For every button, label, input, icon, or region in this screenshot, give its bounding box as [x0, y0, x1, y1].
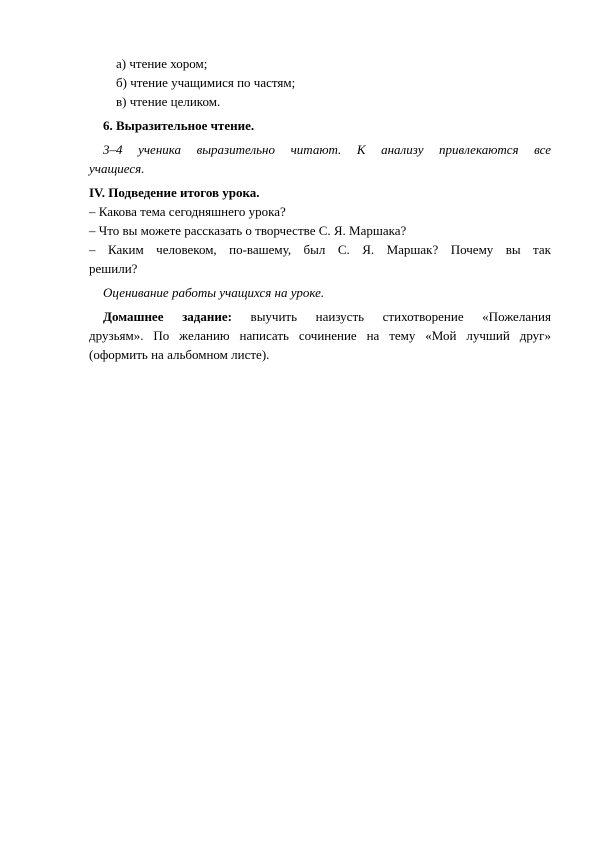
section-6-note-line-2: учащиеся. [89, 161, 145, 176]
homework-line-3: (оформить на альбомном листе). [89, 347, 270, 362]
assessment-note: Оценивание работы учащихся на уроке. [103, 285, 325, 300]
section-6-note-line-1: 3–4 ученика выразительно читают. К анализу привлекаются все [103, 142, 551, 157]
homework-line-2: друзьям». По желанию написать сочинение на тему «Мой лучший друг» [89, 328, 551, 343]
homework-label: Домашнее задание: [103, 309, 232, 324]
question-3-line-1: – Каким человеком, по-вашему, был С. Я. Маршак? Почему вы так [89, 242, 551, 257]
question-3-line-2: решили? [89, 261, 138, 276]
list-item-c: в) чтение целиком. [116, 94, 221, 109]
document-page [89, 54, 551, 364]
section-4-heading: IV. Подведение итогов урока. [89, 185, 260, 200]
list-item-a: а) чтение хором; [116, 56, 208, 71]
list-item-b: б) чтение учащимися по частям; [116, 75, 296, 90]
section-6-heading: 6. Выразительное чтение. [103, 118, 255, 133]
question-1: – Какова тема сегодняшнего урока? [89, 204, 286, 219]
homework-line-1 [89, 307, 551, 326]
homework-line-1-text: выучить наизусть стихотворение «Пожелания [231, 309, 551, 324]
question-2: – Что вы можете рассказать о творчестве С. Я. Маршака? [89, 223, 407, 238]
